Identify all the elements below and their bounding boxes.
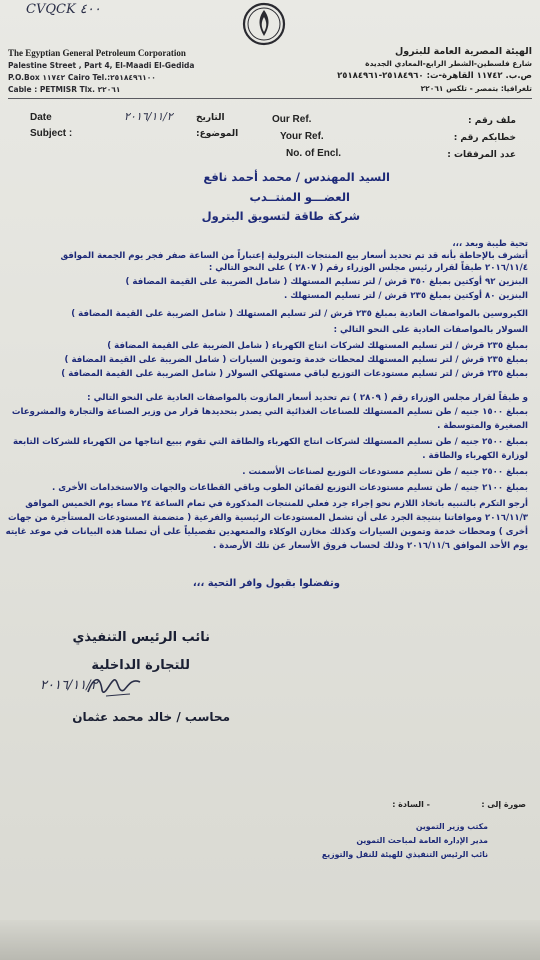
cc-sub-label: - السادة : — [392, 800, 430, 809]
body-line: بمبلغ ٢٣٥ قرش / لتر تسليم المستهلك لشركات انتاج الكهرباء ( شامل الضريبة على القيمة المضافة ) — [107, 341, 528, 351]
body-line: بمبلغ ١٥٠٠ جنيه / طن تسليم المستهلك للصناعات الغذائية التي يصدر بتحديدها قرار من وزير الصناعة والتجارة والمشروعات — [11, 407, 528, 417]
date-ar-label: التاريخ — [196, 113, 225, 123]
cc-recipient: نائب الرئيس التنفيذي للهيئة للنقل والتوزيع — [321, 850, 488, 859]
subject-label: Subject : — [30, 128, 73, 139]
body-line: أخرى ) ومحطات خدمة وتموين السيارات وكذلك مخازن الوكلاء والمتعهدين تفصيلياً على أن تصلنا هذه البيانات في موعد غايته — [5, 527, 528, 537]
date-value: ٢٠١٦/١١/٢ — [124, 110, 173, 123]
signature-title-2: للتجارة الداخلية — [91, 658, 190, 673]
file-no-ar-label: ملف رقم : — [468, 116, 516, 126]
body-line: بمبلغ ٢٣٥ قرش / لتر تسليم مستودعات التوزيع لباقي مستهلكي السولار ( شامل الضريبة على القيمة المضافة ) — [61, 369, 528, 379]
body-line: الكيروسين بالمواصفات العادية بمبلغ ٢٣٥ قرش / لتر تسليم المستهلك ( شامل الضريبة على القيمة المضافة ) — [71, 309, 528, 319]
cc-recipient: مدير الإدارة العامة لمباحث التموين — [356, 836, 488, 845]
letterhead-ar-name: الهيئة المصرية العامة للبترول — [395, 46, 532, 57]
body-line: و طبقاً لقرار مجلس الوزراء رقم ( ٢٨٠٩ ) تم تحديد أسعار المازوت بالمواصفات العادية على النحو التالي : — [87, 393, 528, 403]
body-line: يوم الأحد الموافق ٢٠١٦/١١/٦ وذلك لحساب فروق الأسعار عن تلك الأرصدة . — [212, 541, 528, 551]
addressee-name: السيد المهندس / محمد أحمد نافع — [203, 170, 390, 184]
body-line: السولار بالمواصفات العادية على النحو التالي : — [333, 325, 528, 335]
cc-label: صورة إلى : — [481, 800, 526, 809]
letterhead-ar-cable: تلغرافيا: بتمصر - تلكس ٢٢٠٦١ — [420, 84, 532, 93]
date-label: Date — [30, 112, 52, 123]
body-line: ٢٠١٦/١١/٣ وموافاتنا بنتيجة الجرد على أن تشمل المستودعات الرئيسية والفرعية ( متضمنة المستودعات المستأجرة من جهات — [7, 513, 528, 523]
subject-ar-label: الموضوع: — [196, 129, 239, 139]
signature-title-1: نائب الرئيس التنفيذي — [72, 630, 210, 645]
addressee-title: العضـــو المنتــدب — [249, 190, 350, 204]
signature-name: محاسب / خالد محمد عثمان — [72, 710, 230, 724]
body-line: البنزين ٩٢ أوكتين بمبلغ ٣٥٠ قرش / لتر تسليم المستهلك ( شامل الضريبة على القيمة المضافة ) — [125, 277, 528, 287]
our-ref-label: Our Ref. — [272, 114, 312, 125]
handwritten-signature — [84, 672, 144, 700]
your-ref-label: Your Ref. — [280, 131, 324, 142]
body-line: لوزارة الكهرباء والطاقة . — [422, 451, 528, 461]
body-line: بمبلغ ٢٥٠٠ جنيه / طن تسليم المستهلك لشركات انتاج الكهرباء والطاقة التي تقوم ببيع انتاجها من الكهرباء للشركات التابعة — [12, 437, 528, 447]
closing-line: وتفضلوا بقبول وافر التحية ،،، — [192, 578, 340, 589]
signature-handwritten-date: ٢٠١٦/١١/٢ — [40, 678, 98, 693]
body-line: أتشرف بالإحاطة بأنه قد تم تحديد أسعار بيع المنتجات البترولية إعتباراً من الساعة صفر فجر يوم الجمعة الموافق — [60, 251, 528, 261]
letterhead-en-cable: Cable : PETMISR Tlx. ٢٢٠٦١ — [8, 85, 121, 94]
body-line: الصغيرة والمتوسطة . — [437, 421, 528, 431]
encl-ar-label: عدد المرفقات : — [447, 150, 516, 160]
top-handwritten-note: CVQCK ٤٠٠ — [26, 2, 101, 17]
page-bottom-shadow — [0, 920, 540, 960]
letterhead-ar-address: شارع فلسطين-الشطر الرابع-المعادي الجديدة — [365, 59, 532, 68]
body-line: البنزين ٨٠ أوكتين بمبلغ ٢٣٥ قرش / لتر تسليم المستهلك . — [283, 291, 528, 301]
letterhead-ar-pobox: ص.ب. ١١٧٤٢ القاهرة-ت: ٢٥١٨٤٩٦٠-٢٥١٨٤٩٦١ — [337, 71, 532, 81]
body-line: ٢٠١٦/١١/٤ طبقاً لقرار رئيس مجلس الوزراء رقم ( ٢٨٠٧ ) على النحو التالي : — [208, 263, 528, 273]
letterhead-en-pobox: P.O.Box ١١٧٤٢ Cairo Tel.:٢٥١٨٤٩٦١٠٠ — [8, 73, 156, 82]
encl-label: No. of Encl. — [286, 148, 341, 159]
petroleum-flame-logo-icon — [242, 2, 286, 46]
letter-no-ar-label: خطابكم رقم : — [453, 133, 516, 143]
cc-recipient: مكتب وزير التموين — [415, 822, 488, 831]
addressee-company: شركة طاقة لتسويق البترول — [201, 209, 360, 223]
body-line: بمبلغ ٢١٠٠ جنيه / طن تسليم مستودعات التوزيع لقمائن الطوب وباقي القطاعات والجهات والاستخدامات الأخرى . — [51, 483, 528, 493]
body-line: تحية طيبة وبعد ،،، — [452, 239, 528, 249]
letterhead-en-address: Palestine Street , Part 4, El-Maadi El-Gedida — [8, 61, 195, 70]
letterhead-divider — [8, 98, 532, 99]
letterhead-en-name: The Egyptian General Petroleum Corporation — [8, 48, 186, 58]
body-line: بمبلغ ٢٥٠٠ جنيه / طن تسليم مستودعات التوزيع لصناعات الأسمنت . — [242, 467, 528, 477]
body-line: أرجو التكرم بالتنبيه باتخاذ اللازم نحو إجراء جرد فعلي للمنتجات المذكورة في تمام الساعة ٢٤ مساء يوم الخميس الموافق — [25, 499, 528, 509]
body-line: بمبلغ ٢٣٥ قرش / لتر تسليم المستهلك لمحطات خدمة وتموين السيارات ( شامل الضريبة على القيمة المضافة ) — [64, 355, 528, 365]
